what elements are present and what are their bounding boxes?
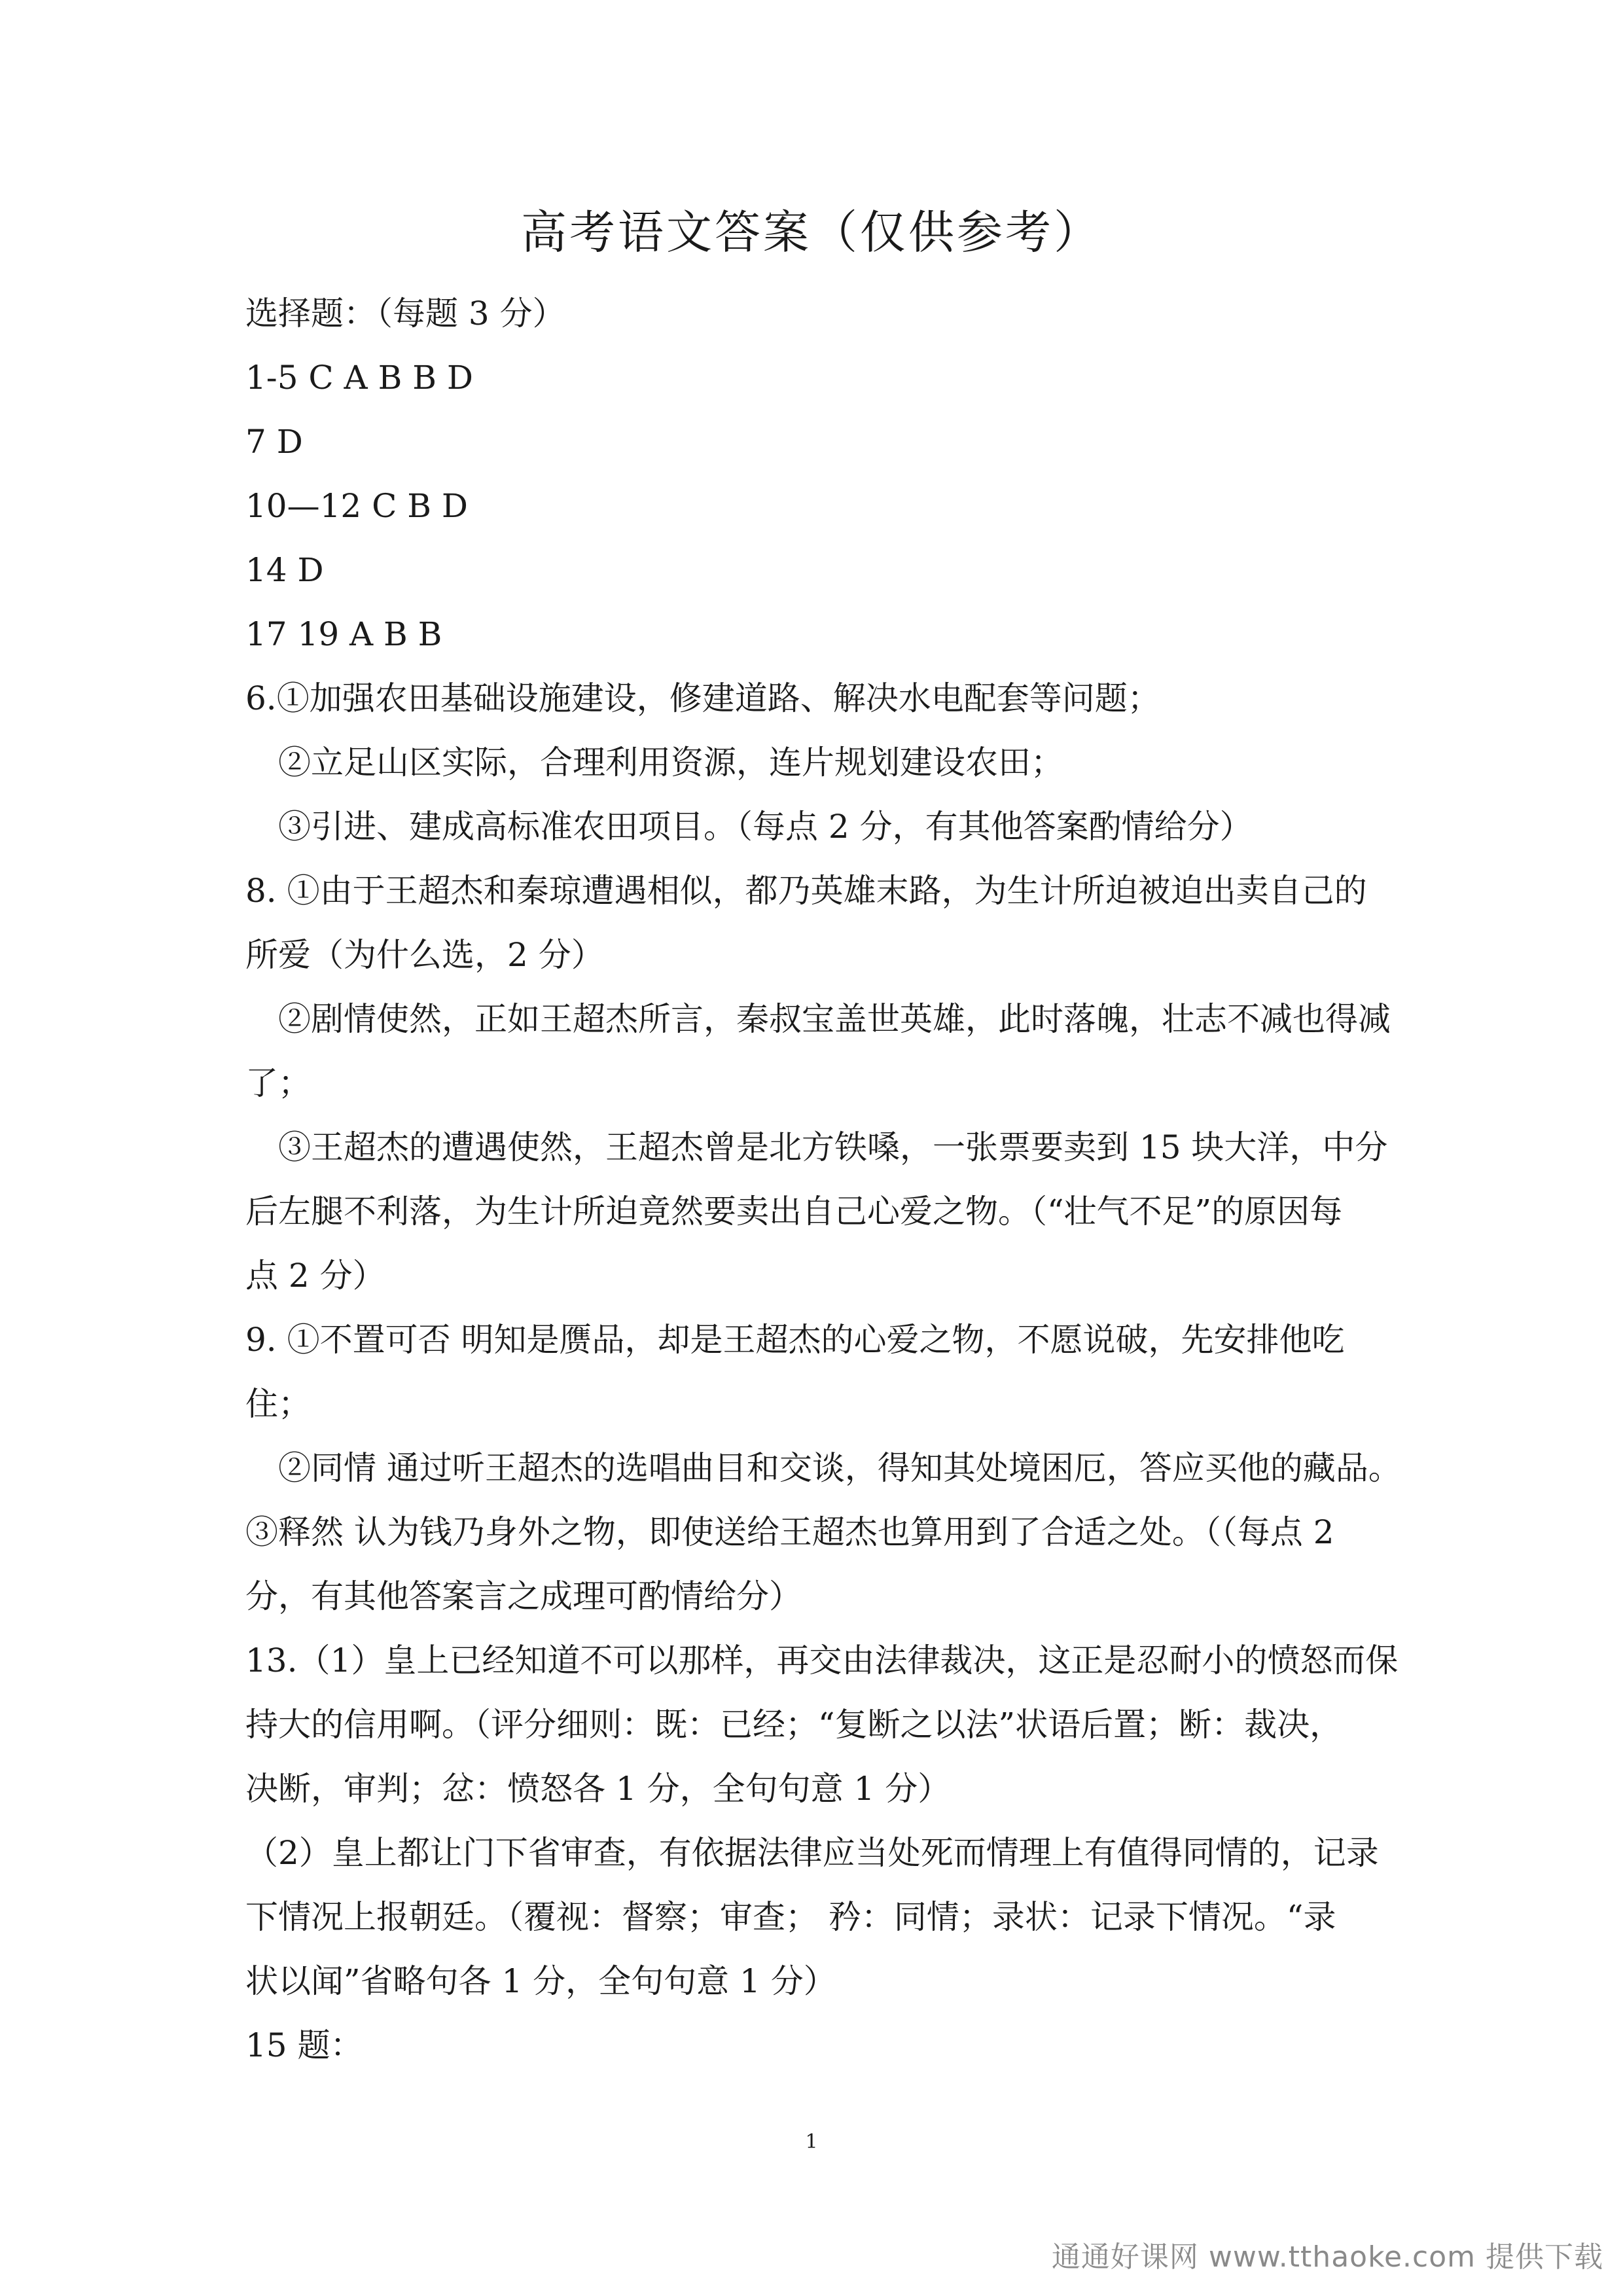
text-line: 下情况上报朝廷。（覆视：督察；审查； 矜：同情；录状：记录下情况。“录 [245, 1898, 1336, 1936]
text-line: 决断，审判；忿：愤怒各 1 分，全句句意 1 分） [245, 1770, 951, 1808]
text-line: 13.（1）皇上已经知道不可以那样，再交由法律裁决，这正是忍耐小的愤怒而保 [245, 1641, 1399, 1679]
text-line: 点 2 分） [245, 1257, 385, 1295]
page-number: 1 [805, 2130, 818, 2153]
text-line: ②立足山区实际，合理利用资源，连片规划建设农田； [278, 744, 1063, 781]
text-line: 10—12 C B D [245, 487, 469, 525]
document-title: 高考语文答案（仅供参考） [521, 206, 1102, 259]
answer-body [245, 281, 1401, 2077]
text-line: 住； [245, 1385, 311, 1423]
text-line: 状以闻”省略句各 1 分，全句句意 1 分） [245, 1962, 836, 2000]
text-line: 了； [245, 1064, 311, 1102]
watermark-footer: 通通好课网 www.tthaoke.com 提供下载 [1051, 2240, 1603, 2274]
text-line: ②同情 通过听王超杰的选唱曲目和交谈，得知其处境困厄，答应买他的藏品。 [278, 1449, 1401, 1487]
text-line: ③王超杰的遭遇使然，王超杰曾是北方铁嗓，一张票要卖到 15 块大洋，中分 [278, 1128, 1388, 1166]
text-line: （2）皇上都让门下省审查，有依据法律应当处死而情理上有值得同情的，记录 [245, 1834, 1379, 1872]
text-line: 后左腿不利落，为生计所迫竟然要卖出自己心爱之物。（“壮气不足”的原因每 [245, 1193, 1343, 1230]
text-line: 6.①加强农田基础设施建设，修建道路、解决水电配套等问题； [245, 679, 1160, 717]
text-line: 选择题：（每题 3 分） [245, 295, 565, 332]
text-line: 17 19 A B B [245, 615, 442, 653]
text-line: 所爱（为什么选，2 分） [245, 936, 604, 974]
text-line: ③引进、建成高标准农田项目。（每点 2 分，有其他答案酌情给分） [278, 808, 1253, 846]
text-line: 1-5 C A B B D [245, 359, 473, 397]
text-line: 持大的信用啊。（评分细则：既：已经；“复断之以法”状语后置；断：裁决， [245, 1706, 1343, 1744]
text-line: 9. ①不置可否 明知是赝品，却是王超杰的心爱之物，不愿说破，先安排他吃 [245, 1321, 1345, 1359]
text-line: 分，有其他答案言之成理可酌情给分） [245, 1577, 802, 1615]
text-line: ②剧情使然，正如王超杰所言，秦叔宝盖世英雄，此时落魄，壮志不减也得减 [278, 1000, 1391, 1038]
text-line: 14 D [245, 551, 324, 589]
text-line: 8. ①由于王超杰和秦琼遭遇相似，都乃英雄末路，为生计所迫被迫出卖自己的 [245, 872, 1367, 910]
text-line: ③释然 认为钱乃身外之物，即使送给王超杰也算用到了合适之处。（（每点 2 [245, 1513, 1334, 1551]
text-line: 7 D [245, 423, 303, 461]
text-line: 15 题： [245, 2026, 363, 2064]
